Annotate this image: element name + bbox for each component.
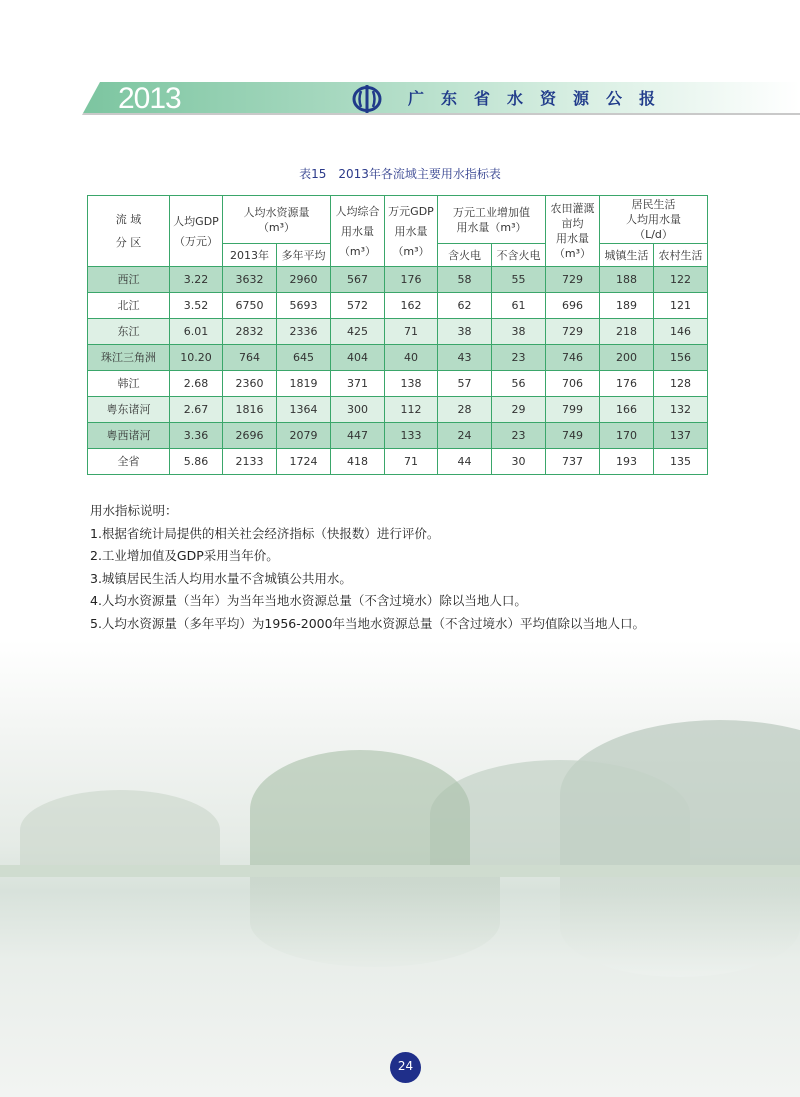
table-caption: 表15 2013年各流域主要用水指标表 (299, 167, 501, 181)
misty-river-landscape-image (0, 640, 800, 1097)
table-row (88, 449, 708, 475)
table-row (88, 267, 708, 293)
value-cell: 166 (600, 397, 654, 423)
value-cell: 28 (438, 397, 492, 423)
value-cell: 38 (492, 319, 546, 345)
value-cell: 6.01 (170, 319, 223, 345)
value-cell: 200 (600, 345, 654, 371)
value-cell: 189 (600, 293, 654, 319)
value-cell: 38 (438, 319, 492, 345)
value-cell: 729 (546, 319, 600, 345)
table-row (88, 345, 708, 371)
value-cell: 29 (492, 397, 546, 423)
value-cell: 764 (223, 345, 277, 371)
header-residential-use: 居民生活 人均用水量 （L/d） (600, 196, 708, 244)
value-cell: 137 (654, 423, 708, 449)
note-item: 3.城镇居民生活人均用水量不含城镇公共用水。 (90, 570, 352, 586)
value-cell: 58 (438, 267, 492, 293)
value-cell: 749 (546, 423, 600, 449)
value-cell: 176 (600, 371, 654, 397)
notes-title: 用水指标说明： (90, 503, 178, 518)
header-2013: 2013年 (223, 244, 277, 267)
value-cell: 746 (546, 345, 600, 371)
water-use-table (87, 195, 708, 475)
header-without-thermal: 不含火电 (492, 244, 546, 267)
table-row (88, 293, 708, 319)
value-cell: 56 (492, 371, 546, 397)
value-cell: 132 (654, 397, 708, 423)
table-row (88, 371, 708, 397)
value-cell: 43 (438, 345, 492, 371)
note-item: 5.人均水资源量（多年平均）为1956-2000年当地水资源总量（不含过境水）平均值除以当地人口。 (90, 615, 646, 631)
region-cell: 珠江三角洲 (88, 345, 170, 371)
value-cell: 30 (492, 449, 546, 475)
value-cell: 24 (438, 423, 492, 449)
region-cell: 全省 (88, 449, 170, 475)
value-cell: 3.36 (170, 423, 223, 449)
header-farm-use: 农田灌溉 亩均 用水量 （m³） (546, 196, 600, 267)
value-cell: 57 (438, 371, 492, 397)
value-cell: 2.68 (170, 371, 223, 397)
value-cell: 146 (654, 319, 708, 345)
notes-section (90, 500, 645, 635)
value-cell: 1364 (277, 397, 331, 423)
value-cell: 729 (546, 267, 600, 293)
header-gdp: 人均GDP （万元） (170, 196, 223, 267)
value-cell: 645 (277, 345, 331, 371)
value-cell: 2960 (277, 267, 331, 293)
value-cell: 5.86 (170, 449, 223, 475)
header-urban: 城镇生活 (600, 244, 654, 267)
value-cell: 2360 (223, 371, 277, 397)
header-title: 广东省水资源公报 (408, 89, 673, 108)
value-cell: 2.67 (170, 397, 223, 423)
header-average: 多年平均 (277, 244, 331, 267)
value-cell: 128 (654, 371, 708, 397)
note-item: 4.人均水资源量（当年）为当年当地水资源总量（不含过境水）除以当地人口。 (90, 593, 527, 608)
value-cell: 2079 (277, 423, 331, 449)
value-cell: 44 (438, 449, 492, 475)
value-cell: 71 (385, 449, 438, 475)
value-cell: 3.22 (170, 267, 223, 293)
value-cell: 2336 (277, 319, 331, 345)
value-cell: 3632 (223, 267, 277, 293)
value-cell: 799 (546, 397, 600, 423)
value-cell: 300 (331, 397, 385, 423)
table-row (88, 397, 708, 423)
value-cell: 122 (654, 267, 708, 293)
water-bureau-logo-icon (352, 85, 382, 113)
value-cell: 55 (492, 267, 546, 293)
value-cell: 193 (600, 449, 654, 475)
header-rural: 农村生活 (654, 244, 708, 267)
value-cell: 112 (385, 397, 438, 423)
header-gdp-use: 万元GDP 用水量 （m³） (385, 196, 438, 267)
value-cell: 40 (385, 345, 438, 371)
value-cell: 162 (385, 293, 438, 319)
table-row (88, 423, 708, 449)
region-cell: 粤西诸河 (88, 423, 170, 449)
value-cell: 737 (546, 449, 600, 475)
value-cell: 696 (546, 293, 600, 319)
region-cell: 北江 (88, 293, 170, 319)
value-cell: 10.20 (170, 345, 223, 371)
value-cell: 176 (385, 267, 438, 293)
header-with-thermal: 含火电 (438, 244, 492, 267)
note-item: 2.工业增加值及GDP采用当年价。 (90, 548, 279, 563)
region-cell: 韩江 (88, 371, 170, 397)
value-cell: 188 (600, 267, 654, 293)
value-cell: 61 (492, 293, 546, 319)
value-cell: 62 (438, 293, 492, 319)
value-cell: 572 (331, 293, 385, 319)
value-cell: 170 (600, 423, 654, 449)
value-cell: 404 (331, 345, 385, 371)
region-cell: 西江 (88, 267, 170, 293)
header-industrial-use: 万元工业增加值 用水量（m³） (438, 196, 546, 244)
value-cell: 23 (492, 345, 546, 371)
header-total-use: 人均综合 用水量 （m³） (331, 196, 385, 267)
region-cell: 粤东诸河 (88, 397, 170, 423)
value-cell: 156 (654, 345, 708, 371)
note-item: 1.根据省统计局提供的相关社会经济指标（快报数）进行评价。 (90, 525, 440, 541)
header-water-resource: 人均水资源量 （m³） (223, 196, 331, 244)
value-cell: 6750 (223, 293, 277, 319)
header-year: 2013 (118, 82, 181, 115)
value-cell: 706 (546, 371, 600, 397)
value-cell: 138 (385, 371, 438, 397)
value-cell: 1724 (277, 449, 331, 475)
value-cell: 425 (331, 319, 385, 345)
value-cell: 1819 (277, 371, 331, 397)
page-number: 24 (390, 1052, 421, 1083)
value-cell: 218 (600, 319, 654, 345)
value-cell: 1816 (223, 397, 277, 423)
header-region: 流 域 分 区 (88, 196, 170, 267)
table-row (88, 319, 708, 345)
value-cell: 71 (385, 319, 438, 345)
value-cell: 135 (654, 449, 708, 475)
value-cell: 121 (654, 293, 708, 319)
value-cell: 2832 (223, 319, 277, 345)
value-cell: 567 (331, 267, 385, 293)
value-cell: 3.52 (170, 293, 223, 319)
value-cell: 2696 (223, 423, 277, 449)
value-cell: 2133 (223, 449, 277, 475)
value-cell: 418 (331, 449, 385, 475)
value-cell: 23 (492, 423, 546, 449)
value-cell: 371 (331, 371, 385, 397)
value-cell: 447 (331, 423, 385, 449)
region-cell: 东江 (88, 319, 170, 345)
value-cell: 133 (385, 423, 438, 449)
value-cell: 5693 (277, 293, 331, 319)
